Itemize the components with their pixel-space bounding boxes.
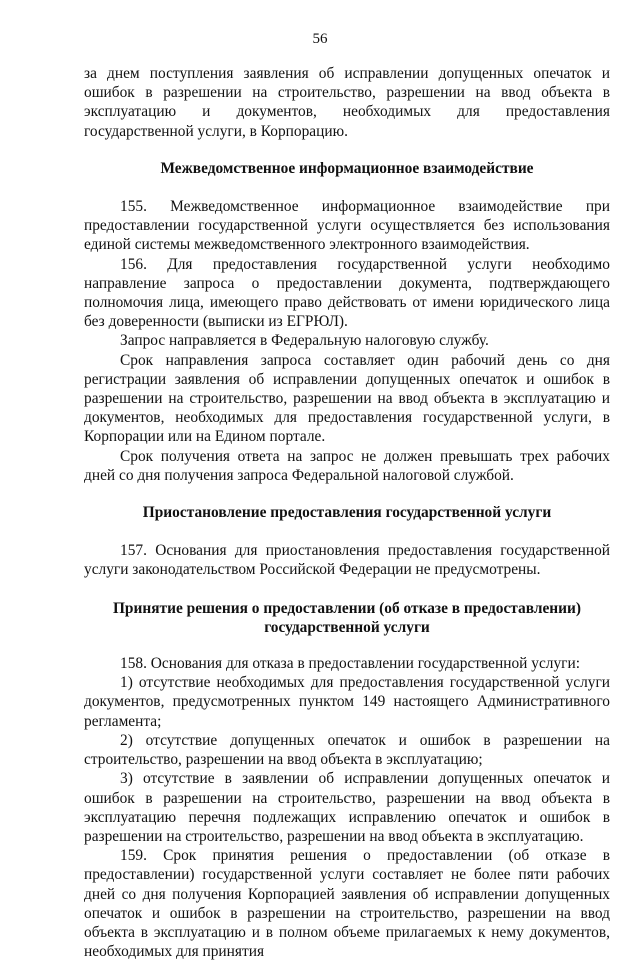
paragraph-159: 159. Срок принятия решения о предоставлении (об отказе в предоставлении) государственной услуги составляет не более пяти рабочих дней со дня получения Корпорацией заявления об исправлении допущенных опечаток и ошибок в разрешении на строительство, разрешении на ввод объекта в эксплуатацию и в полном объеме прилагаемых к нему документов, необходимых для принятия	[84, 847, 610, 961]
paragraph-158-item-3: 3) отсутствие в заявлении об исправлении допущенных опечаток и ошибок в разрешении на строительство, разрешении на ввод объекта в эксплуатацию перечня подлежащих исправлению опечаток и ошибок в разрешении на строительство, разрешении на ввод объекта в эксплуатацию.	[84, 770, 610, 845]
paragraph-158-item-1: 1) отсутствие необходимых для предоставления государственной услуги документов, предусмотренных пунктом 149 настоящего Административного регламента;	[84, 674, 610, 730]
paragraph-response-deadline: Срок получения ответа на запрос не должен превышать трех рабочих дней со дня получения запроса Федеральной налоговой службой.	[84, 447, 610, 484]
paragraph-request-deadline: Срок направления запроса составляет один рабочий день со дня регистрации заявления об исправлении допущенных опечаток и ошибок в разрешении на строительство, разрешении на ввод объекта в эксплуатацию и документов, необходимых для предоставления государственной услуги, в Корпорации или на Едином портале.	[84, 351, 610, 446]
heading-decision	[84, 599, 610, 637]
paragraph-157: 157. Основания для приостановления предоставления государственной услуги законодательством Российской Федерации не предусмотрены.	[84, 542, 610, 579]
heading-suspension: Приостановление предоставления государственной услуги	[142, 504, 552, 522]
paragraph-158: 158. Основания для отказа в предоставлении государственной услуги:	[120, 655, 580, 673]
heading-interagency-interaction: Межведомственное информационное взаимодействие	[160, 159, 534, 177]
paragraph-request-recipient: Запрос направляется в Федеральную налоговую службу.	[120, 332, 489, 350]
paragraph-155: 155. Межведомственное информационное взаимодействие при предоставлении государственной услуги осуществляется без использования единой системы межведомственного электронного взаимодействия.	[84, 198, 610, 254]
intro-paragraph: за днем поступления заявления об исправлении допущенных опечаток и ошибок в разрешении на строительство, разрешении на ввод объекта в эксплуатацию и документов, необходимых для предоставления государственной услуги, в Корпорацию.	[84, 65, 610, 140]
paragraph-156: 156. Для предоставления государственной услуги необходимо направление запроса о предоставлении документа, подтверждающего полномочия лица, имеющего право действовать от имени юридического лица без доверенности (выписки из ЕГРЮЛ).	[84, 255, 610, 331]
heading-decision-line-2: государственной услуги	[264, 618, 430, 636]
page-number: 56	[312, 31, 328, 47]
page-content	[84, 64, 610, 961]
heading-decision-line-1: Принятие решения о предоставлении (об отказе в предоставлении)	[112, 599, 582, 617]
paragraph-158-item-2: 2) отсутствие допущенных опечаток и ошибок в разрешении на строительство, разрешении на ввод объекта в эксплуатацию;	[84, 731, 610, 769]
